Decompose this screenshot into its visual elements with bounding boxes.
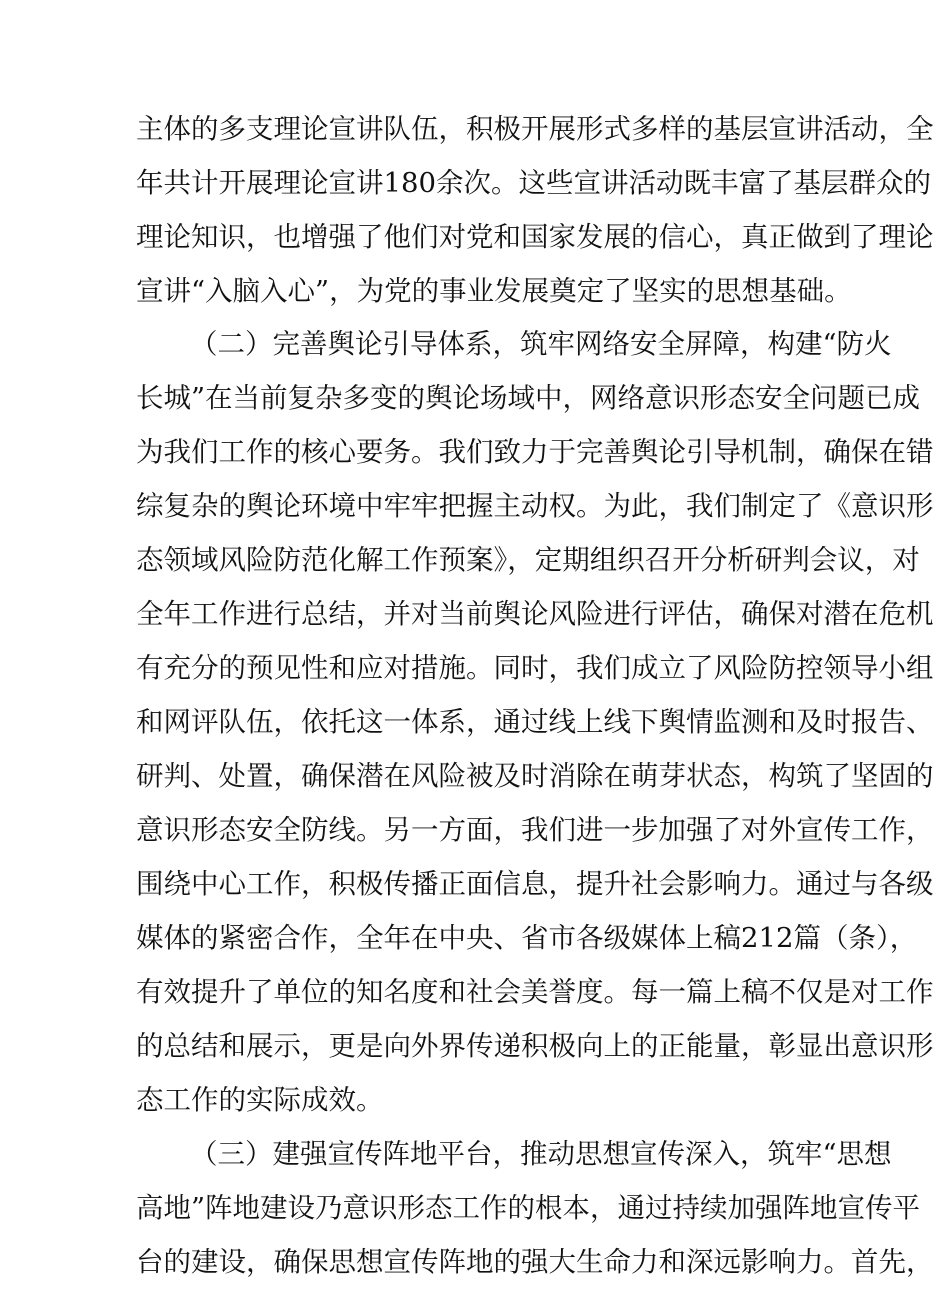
text-line: 为我们工作的核心要务。我们致力于完善舆论引导机制，确保在错 bbox=[136, 436, 934, 468]
text-line: 的总结和展示，更是向外界传递积极向上的正能量，彰显出意识形 bbox=[136, 1030, 934, 1062]
text-line: 主体的多支理论宣讲队伍，积极开展形式多样的基层宣讲活动，全 bbox=[136, 113, 934, 145]
paragraph-heading-line: （二）完善舆论引导体系，筑牢网络安全屏障，构建“防火 bbox=[190, 328, 892, 360]
text-line: 全年工作进行总结，并对当前舆论风险进行评估，确保对潜在危机 bbox=[136, 598, 934, 630]
text-line: 研判、处置，确保潜在风险被及时消除在萌芽状态，构筑了坚固的 bbox=[136, 760, 934, 792]
text-line: 态领域风险防范化解工作预案》，定期组织召开分析研判会议，对 bbox=[136, 544, 920, 576]
text-line: 围绕中心工作，积极传播正面信息，提升社会影响力。通过与各级 bbox=[136, 868, 934, 900]
paragraph-heading-line: （三）建强宣传阵地平台，推动思想宣传深入，筑牢“思想 bbox=[190, 1138, 892, 1170]
text-line: 台的建设，确保思想宣传阵地的强大生命力和深远影响力。首先， bbox=[136, 1246, 934, 1278]
text-line: 综复杂的舆论环境中牢牢把握主动权。为此，我们制定了《意识形 bbox=[136, 490, 934, 522]
text-line: 宣讲“入脑入心”，为党的事业发展奠定了坚实的思想基础。 bbox=[136, 275, 852, 307]
text-line: 意识形态安全防线。另一方面，我们进一步加强了对外宣传工作， bbox=[136, 814, 934, 846]
text-line: 和网评队伍，依托这一体系，通过线上线下舆情监测和及时报告、 bbox=[136, 706, 934, 738]
text-line: 理论知识，也增强了他们对党和国家发展的信心，真正做到了理论 bbox=[136, 221, 934, 253]
text-line: 长城”在当前复杂多变的舆论场域中，网络意识形态安全问题已成 bbox=[136, 382, 921, 414]
text-line: 媒体的紧密合作，全年在中央、省市各级媒体上稿212篇（条）， bbox=[136, 922, 918, 954]
text-line: 有效提升了单位的知名度和社会美誉度。每一篇上稿不仅是对工作 bbox=[136, 976, 934, 1008]
text-line: 年共计开展理论宣讲180余次。这些宣讲活动既丰富了基层群众的 bbox=[136, 167, 931, 199]
text-line: 态工作的实际成效。 bbox=[136, 1084, 384, 1116]
text-line: 有充分的预见性和应对措施。同时，我们成立了风险防控领导小组 bbox=[136, 652, 934, 684]
text-line: 高地”阵地建设乃意识形态工作的根本，通过持续加强阵地宣传平 bbox=[136, 1192, 921, 1224]
